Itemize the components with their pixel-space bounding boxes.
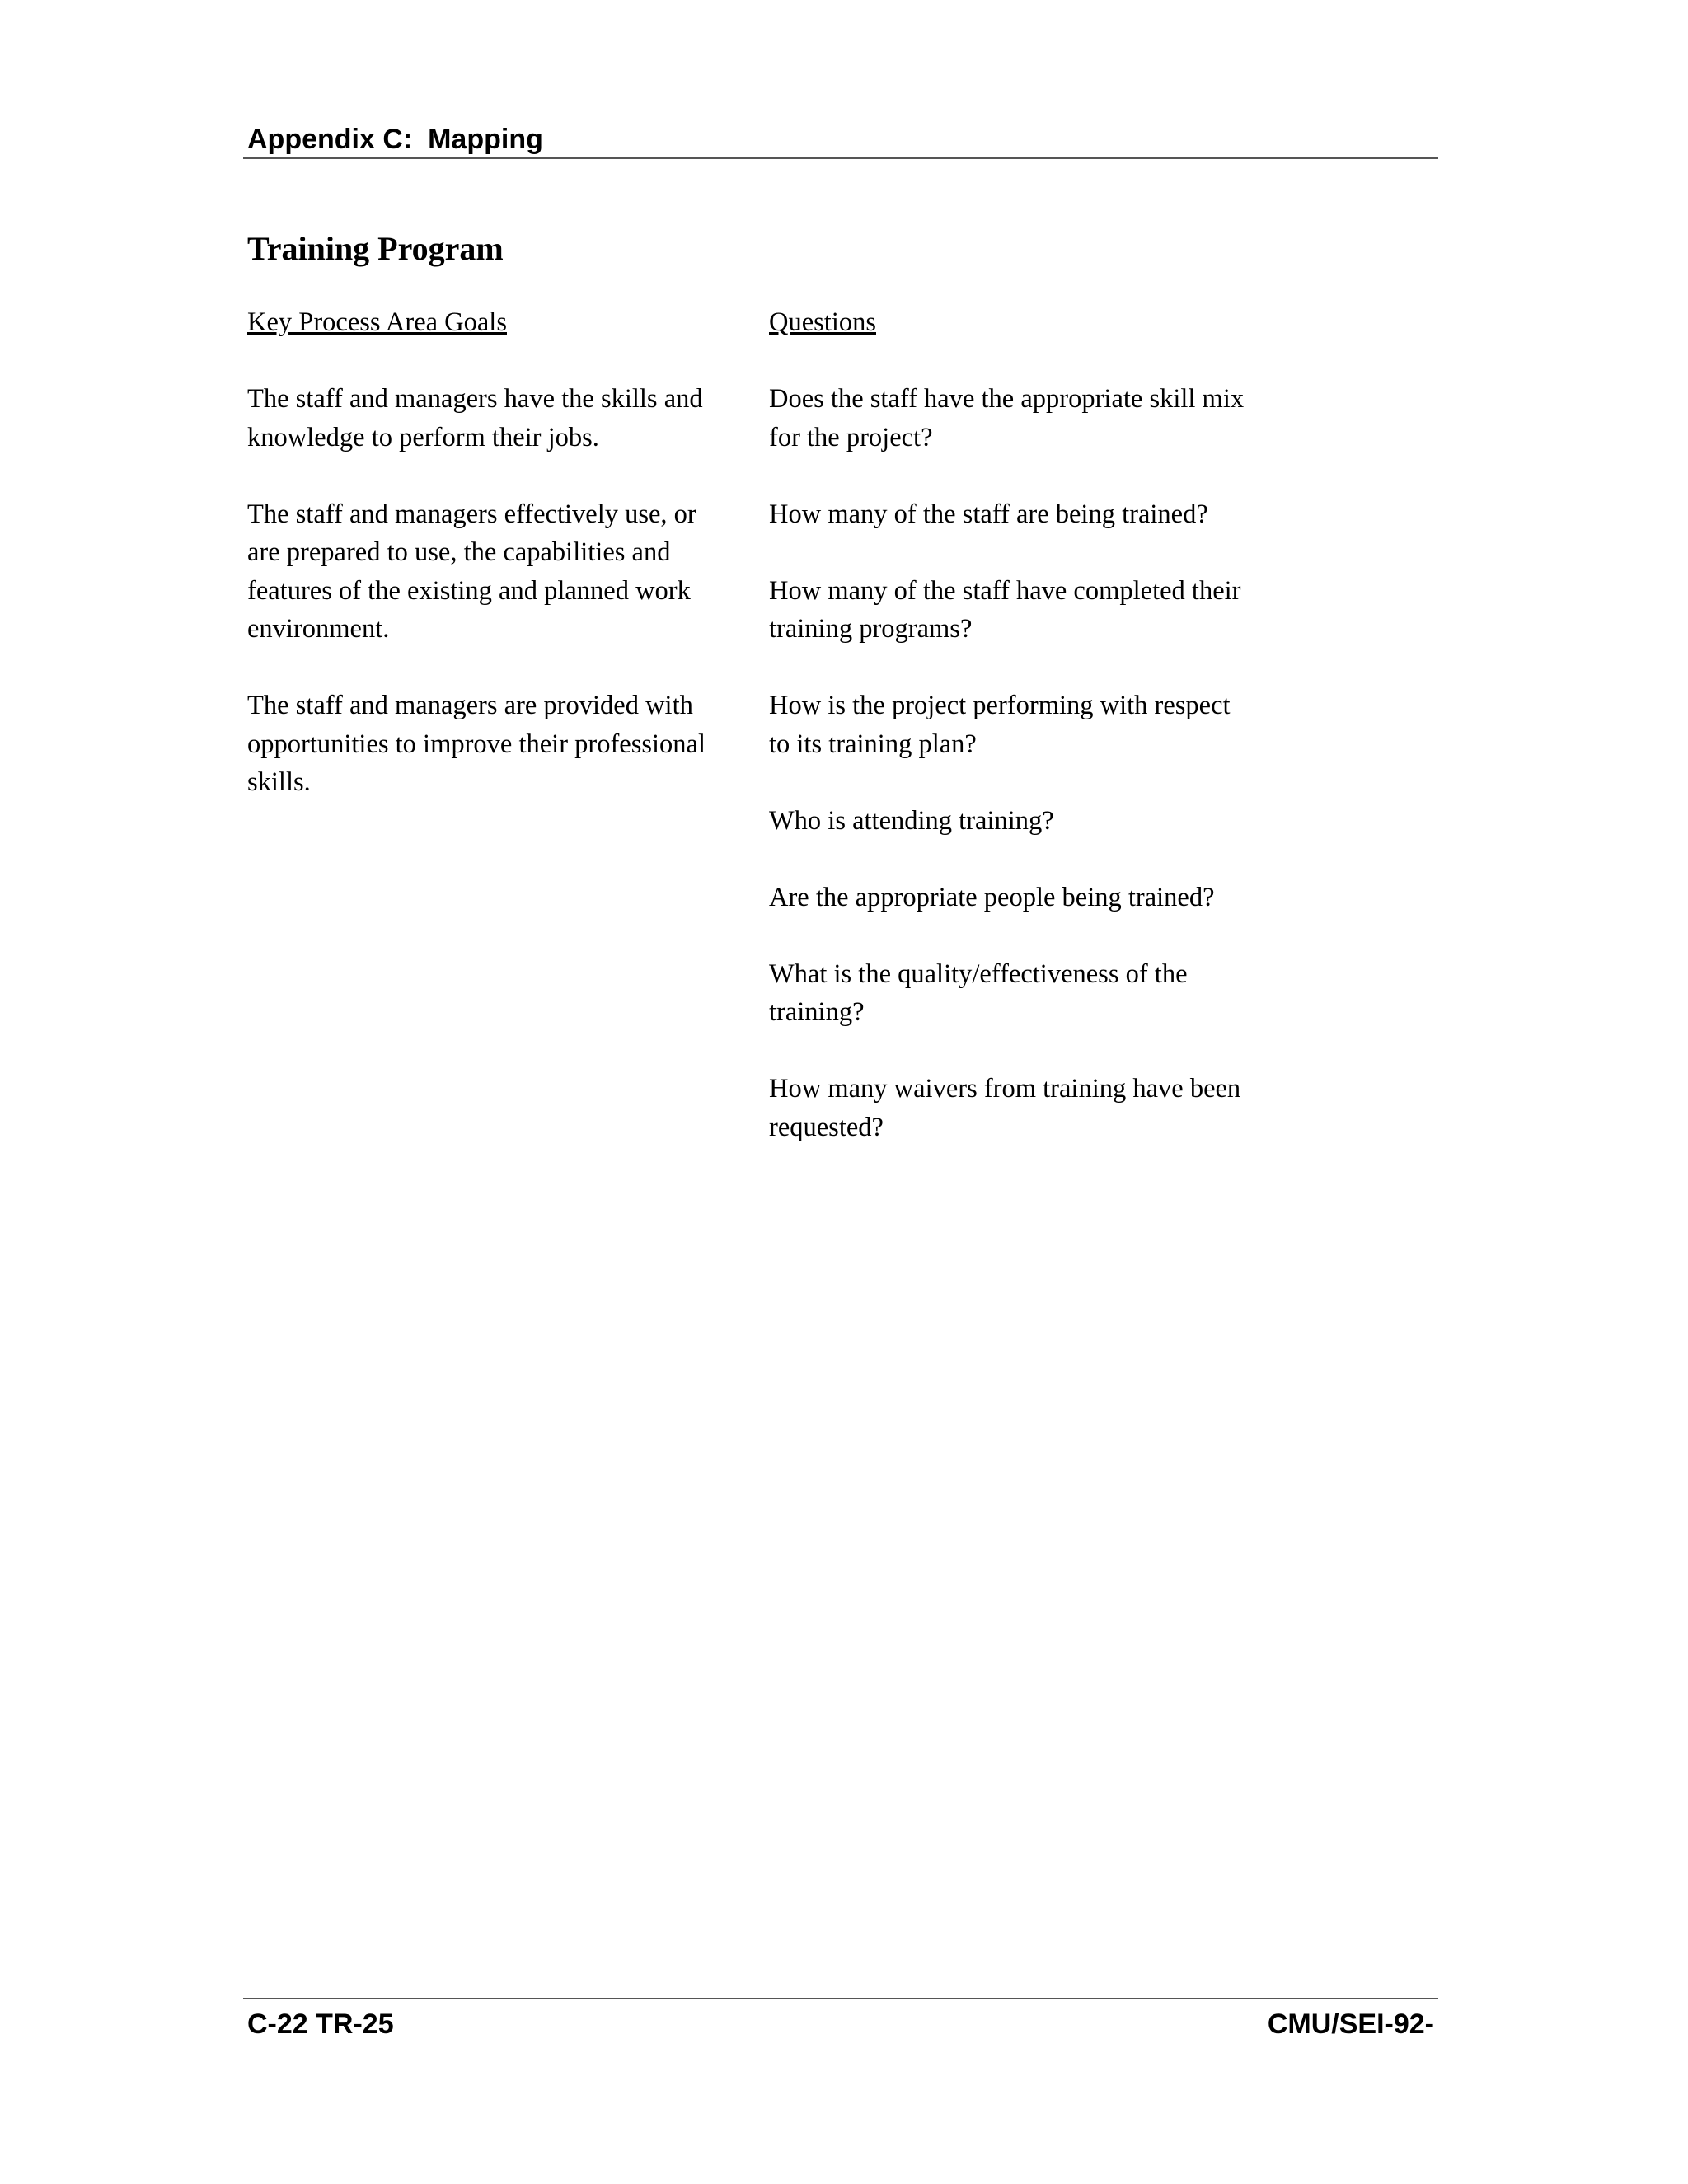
question-item: Are the appropriate people being trained?: [769, 882, 1215, 912]
goal-item: The staff and managers are provided with opportunities to improve their professional skills.: [247, 691, 706, 797]
question-item: How is the project performing with respect to its training plan?: [769, 691, 1231, 759]
goals-column: [247, 303, 709, 840]
question-item: Who is attending training?: [769, 805, 1054, 836]
goals-heading: Key Process Area Goals: [247, 307, 507, 337]
questions-column: [769, 303, 1247, 1185]
goal-item: The staff and managers effectively use, or are prepared to use, the capabilities and features of the existing and planned work environment.: [247, 499, 696, 644]
question-item: How many of the staff are being trained?: [769, 499, 1208, 529]
page-title: Training Program: [247, 230, 504, 267]
header-text: Appendix C: Mapping: [247, 124, 543, 155]
page-footer: [243, 1998, 1438, 2040]
questions-heading: Questions: [769, 307, 876, 337]
goal-item: The staff and managers have the skills and knowledge to perform their jobs.: [247, 384, 703, 452]
question-item: How many waivers from training have been requested?: [769, 1074, 1241, 1142]
question-item: How many of the staff have completed their training programs?: [769, 575, 1241, 644]
page-number: C-22 TR-25: [247, 2008, 394, 2040]
question-item: What is the quality/effectiveness of the training?: [769, 958, 1188, 1027]
page-header: [243, 123, 1438, 159]
report-number: CMU/SEI-92-: [1267, 2008, 1434, 2040]
question-item: Does the staff have the appropriate skill mix for the project?: [769, 384, 1245, 452]
